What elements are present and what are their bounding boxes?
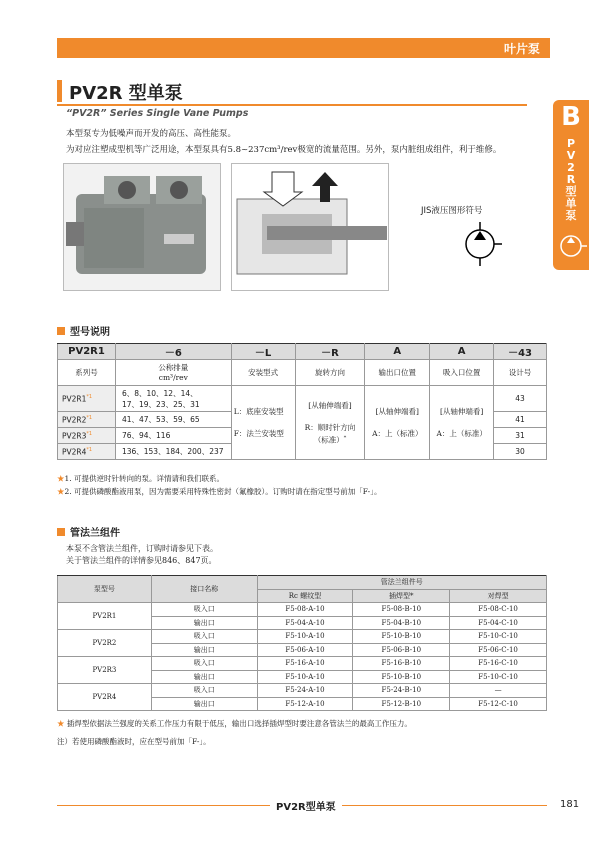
port-cell: 吸入口 [151,603,257,617]
part-number-cell: F5-10-A-10 [257,670,353,684]
footer-label: PV2R型单泵 [270,798,342,813]
mount-cell: L：底座安装型 F：法兰安装型 [231,386,295,460]
table-row [58,657,547,671]
part-number-cell: F5-10-C-10 [450,630,547,644]
section-marker [57,327,65,335]
table-row [58,386,547,412]
part-number-cell: F5-06-B-10 [353,643,450,657]
design-cell: 43 [494,386,547,412]
page-number: 181 [560,799,580,810]
side-tab-char: 单 [565,197,577,210]
part-number-cell: F5-04-B-10 [353,616,450,630]
header-cell: 系列号 [58,360,116,386]
port-cell: 输出口 [151,643,257,657]
rotation-cell [295,386,365,460]
port-cell: 吸入口 [151,684,257,698]
header-cell: 输出口位置 [365,360,430,386]
flange-note-2: 注）若使用磷酸酯液时，应在型号前加「F-」。 [57,737,211,746]
cutaway-diagram [231,163,389,291]
col-port: 接口名称 [151,576,257,603]
model-note [57,473,224,484]
model-note [57,486,381,497]
capacity-cell: 6、8、10、12、14、 17、19、23、25、31 [115,386,231,412]
series-name: PV2R1 [62,394,87,404]
table-row [58,630,547,644]
side-tab-char: 泵 [565,209,577,222]
header-bar [57,38,550,58]
col-model: 泵型号 [58,576,152,603]
flange-body [58,603,547,711]
flange-intro [66,543,218,567]
part-number-cell: F5-10-B-10 [353,670,450,684]
part-number-cell: F5-16-C-10 [450,657,547,671]
side-tab-label [563,138,579,222]
outlet-cell: [从轴伸端看] A：上（标准） [365,386,430,460]
part-number-cell: F5-10-A-10 [257,630,353,644]
part-number-cell: F5-06-A-10 [257,643,353,657]
title-rule [57,104,527,106]
code-cell: －R [295,344,365,360]
header-cell: 设计号 [494,360,547,386]
header-cell: 安装型式 [231,360,295,386]
part-number-cell: F5-06-C-10 [450,643,547,657]
port-cell: 输出口 [151,670,257,684]
part-number-cell: F5-04-A-10 [257,616,353,630]
intro-text [66,126,501,158]
tab-pump-symbol-icon [553,228,589,264]
note-star: ★ [57,719,67,728]
model-cell: PV2R2 [58,630,152,657]
col-socket: 插焊型* [353,589,450,603]
design-cell: 31 [494,428,547,444]
side-tab-letter: B [561,102,581,132]
note-star: ★ [57,474,65,483]
part-number-cell: F5-16-B-10 [353,657,450,671]
part-number-cell: F5-12-A-10 [257,697,353,711]
table-row [58,603,547,617]
model-section-heading [57,323,110,338]
flange-note [57,718,412,729]
code-cell: A [430,344,494,360]
capacity-cell: 136、153、184、200、237 [115,444,231,460]
header-cell: 吸入口位置 [430,360,494,386]
code-cell: A [365,344,430,360]
col-group: 管法兰组件号 [257,576,546,590]
note-star: ★ [57,487,65,496]
rotation-note-ref: * [343,434,347,441]
note-ref: *1 [86,430,93,437]
title-accent [57,80,62,102]
page-subtitle: “PV2R” Series Single Vane Pumps [66,108,249,119]
code-cell: －43 [494,344,547,360]
part-number-cell: F5-24-B-10 [353,684,450,698]
col-rc: Rc 螺纹型 [257,589,353,603]
col-butt: 对焊型 [450,589,547,603]
pump-photo [63,163,221,291]
side-tab-char: R [566,173,576,186]
note-ref: *1 [86,393,93,400]
header-cell: 旋转方向 [295,360,365,386]
jis-symbol-label: JIS液压图形符号 [421,206,483,216]
series-cell [58,444,116,460]
series-name: PV2R3 [62,431,87,441]
capacity-cell: 76、94、116 [115,428,231,444]
model-heading-text: 型号说明 [70,327,110,338]
part-number-cell: — [450,684,547,698]
note-text: 1. 可提供逆时针转向的泵。详情请和我们联系。 [64,474,225,483]
model-code-row [58,344,547,360]
part-number-cell: F5-16-A-10 [257,657,353,671]
category-label: 叶片泵 [503,42,540,56]
part-number-cell: F5-10-B-10 [353,630,450,644]
port-cell: 吸入口 [151,657,257,671]
flange-header-row [58,576,547,590]
part-number-cell: F5-04-C-10 [450,616,547,630]
side-tab-char: 型 [565,185,577,198]
design-cell: 41 [494,412,547,428]
part-number-cell: F5-10-C-10 [450,670,547,684]
part-number-cell: F5-12-C-10 [450,697,547,711]
capacity-cell: 41、47、53、59、65 [115,412,231,428]
section-marker [57,528,65,536]
note-text: 2. 可提供磷酸酯液用泵，因为需要采用特殊性密封（氟橡胶）。订购时请在指定型号前加「F-」。 [64,487,382,496]
part-number-cell: F5-12-B-10 [353,697,450,711]
inlet-cell: [从轴伸端看] A：上（标准） [430,386,494,460]
series-cell [58,412,116,428]
flange-section-heading [57,524,120,539]
series-cell [58,428,116,444]
model-cell: PV2R1 [58,603,152,630]
code-cell: PV2R1 [58,344,116,360]
series-name: PV2R4 [62,447,87,457]
pump-illustration [64,164,222,292]
port-cell: 吸入口 [151,630,257,644]
note-text: 插焊型依据法兰强度的关系工作压力有限于低压，输出口选择插焊型时要注意各管法兰的最高工作压力。 [66,719,412,728]
port-cell: 输出口 [151,697,257,711]
model-cell: PV2R4 [58,684,152,711]
part-number-cell: F5-08-C-10 [450,603,547,617]
flange-intro-line: 本泵不含管法兰组件，订购时请参见下表。 [66,544,218,553]
port-cell: 输出口 [151,616,257,630]
pump-cutaway-illustration [232,164,390,292]
header-cell: 公称排量 cm³/rev [115,360,231,386]
part-number-cell: F5-08-A-10 [257,603,353,617]
part-number-cell: F5-08-B-10 [353,603,450,617]
side-tab-char: V [566,149,576,162]
flange-table [57,575,547,711]
intro-line: 为对应注塑成型机等广泛用途，本型泵具有5.8~237cm³/rev极宽的流量范围。另外，泵内脏组成组件，利于维修。 [66,145,502,155]
code-cell: －6 [115,344,231,360]
rotation-text: [从轴伸端看] R：顺时针方向 （标准） [304,400,356,445]
flange-heading-text: 管法兰组件 [70,528,120,539]
note-ref: *1 [86,414,93,421]
note-ref: *1 [86,446,93,453]
code-cell: －L [231,344,295,360]
series-name: PV2R2 [62,415,87,425]
model-cell: PV2R3 [58,657,152,684]
series-cell [58,386,116,412]
intro-line: 本型泵专为低噪声而开发的高压、高性能泵。 [66,129,237,139]
part-number-cell: F5-24-A-10 [257,684,353,698]
model-header-row [58,360,547,386]
side-tab-char: 2 [567,161,575,174]
flange-intro-line: 关于管法兰组件的详情参见846、847页。 [66,556,217,565]
table-row [58,684,547,698]
design-cell: 30 [494,444,547,460]
jis-pump-symbol-icon [458,222,502,266]
page-title: PV2R 型单泵 [69,83,183,104]
side-tab-char: P [566,137,576,150]
model-table [57,343,547,460]
